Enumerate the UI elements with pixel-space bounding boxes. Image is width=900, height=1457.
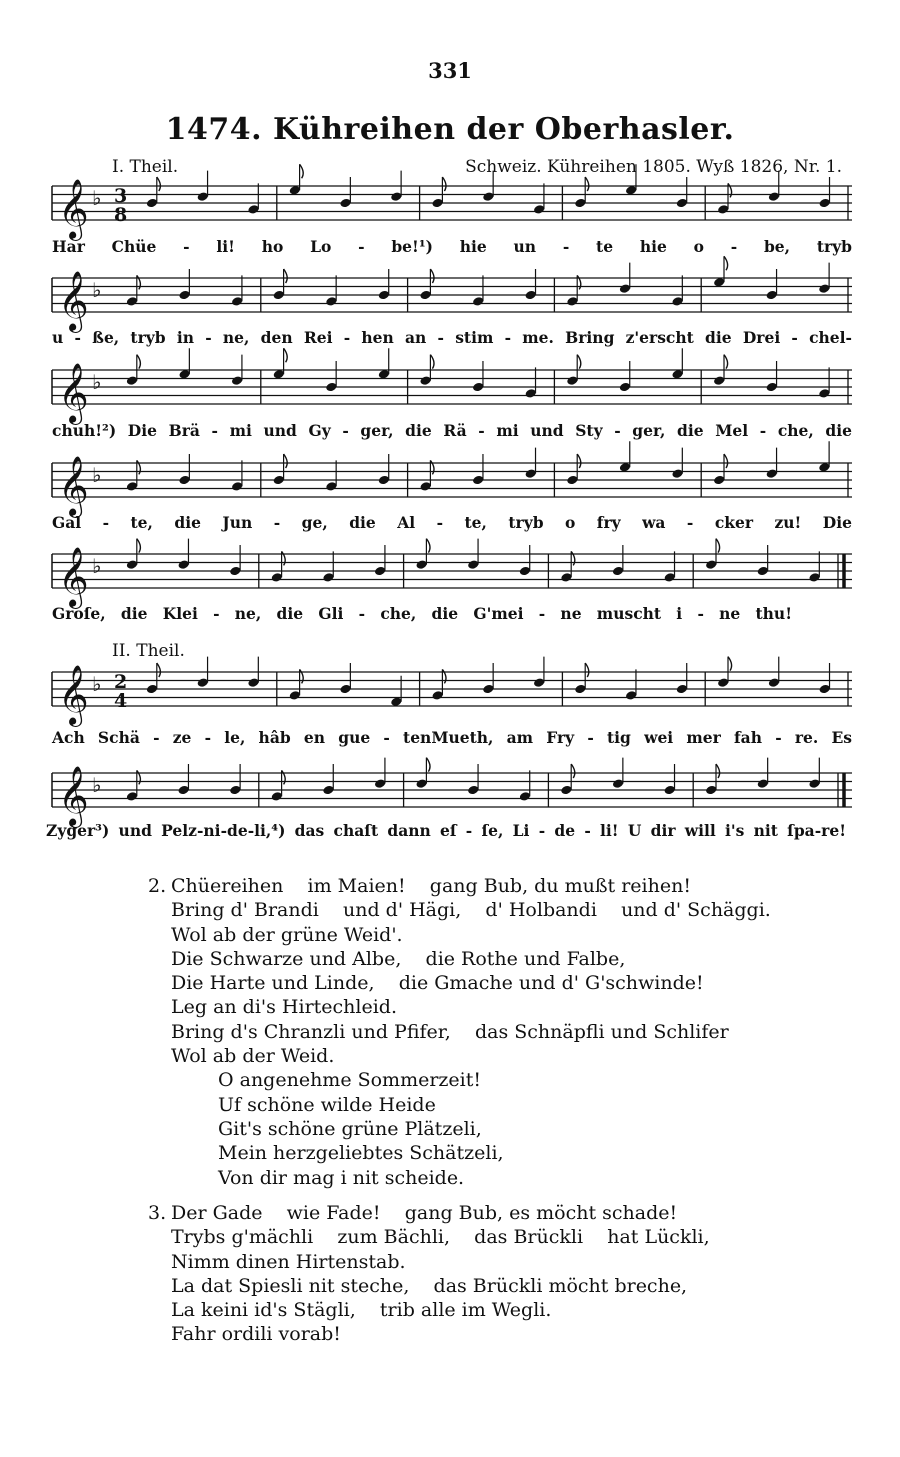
verse-line: La dat Spiesli nit steche, das Brückli möcht breche, — [171, 1274, 688, 1297]
staff-system-7 — [46, 766, 852, 840]
flat-sign: ♭ — [92, 370, 102, 394]
staff-system-3 — [52, 363, 852, 440]
flat-sign: ♭ — [92, 278, 102, 302]
verse-line: Bring d's Chranzli und Pfifer, das Schnäpfli und Schlifer — [171, 1020, 729, 1043]
lyric-line-3: chuh!²) Die Brä - mi und Gy - ger, die Rä - mi und Sty - ger, die Mel - che, die — [52, 421, 852, 440]
refrain-line: Von dir mag i nit scheide. — [218, 1166, 465, 1189]
staff-system-5 — [52, 547, 852, 623]
verse-line: 2. Chüereihen im Maien! gang Bub, du mußt reihen! — [148, 875, 691, 897]
part-one-label: I. Theil. — [112, 157, 179, 177]
verse-line: La keini id's Stägli, trib alle im Wegli. — [171, 1299, 552, 1322]
verse-line: 3. Der Gade wie Fade! gang Bub, es möcht schade! — [148, 1202, 678, 1224]
music-staff — [52, 364, 852, 424]
music-staff — [52, 548, 852, 608]
lyric-line-5: Groſe, die Klei - ne, die Gli - che, die G'mei - ne muscht i - ne thu! — [52, 604, 792, 623]
verse-number: 2. — [148, 875, 167, 897]
verse-line: Wol ab der Weid. — [171, 1045, 335, 1068]
verse-line: Die Schwarze und Albe, die Rothe und Falbe, — [171, 947, 626, 970]
time-signature: 8 — [114, 204, 128, 226]
verse-line: Leg an di's Hirtechleid. — [171, 996, 398, 1019]
verse-3 — [148, 1201, 710, 1347]
time-signature: 4 — [114, 690, 128, 712]
refrain-line: Git's schöne grüne Plätzeli, — [218, 1117, 482, 1140]
flat-sign: ♭ — [92, 554, 102, 578]
verse-line: Wol ab der grüne Weid'. — [171, 923, 403, 946]
verse-line: Fahr ordili vorab! — [171, 1323, 341, 1346]
verse-line: Bring d' Brandi und d' Hägi, d' Holbandi und d' Schäggi. — [171, 899, 771, 922]
treble-clef: 𝄞 — [58, 456, 89, 516]
flat-sign: ♭ — [92, 773, 102, 797]
refrain-line: Mein herzgeliebtes Schätzeli, — [218, 1142, 504, 1165]
song-title: 1474. Kühreihen der Oberhasler. — [165, 112, 735, 147]
lyric-line-1: Har Chüe - li! ho Lo - be!¹) hie un - te hie o - be, tryb — [52, 237, 852, 256]
refrain-line: O angenehme Sommerzeit! — [218, 1069, 482, 1092]
source-citation: Schweiz. Kühreihen 1805. Wyß 1826, Nr. 1. — [465, 157, 842, 177]
verse-number: 3. — [148, 1202, 167, 1224]
staff-system-2 — [52, 271, 852, 347]
music-staff — [52, 457, 852, 517]
music-staff — [52, 180, 852, 240]
music-staff — [52, 666, 852, 726]
staff-system-1 — [52, 179, 852, 256]
treble-clef: 𝄞 — [58, 665, 89, 725]
flat-sign: ♭ — [92, 463, 102, 487]
lyric-line-4: Gal - te, die Jun - ge, die Al - te, tryb o fry wa - cker zu! Die — [52, 513, 852, 532]
treble-clef: 𝄞 — [58, 363, 89, 423]
verse-line: Nimm dinen Hirtenstab. — [171, 1250, 406, 1273]
treble-clef: 𝄞 — [58, 547, 89, 607]
staff-system-4 — [52, 456, 852, 532]
treble-clef: 𝄞 — [58, 179, 89, 239]
flat-sign: ♭ — [92, 186, 102, 210]
music-staff — [52, 272, 852, 332]
lyric-line-7: Zyger³) und Pelz-ni-de-li,⁴) das chaſt dann eſ - ſe, Li - de - li! U dir will i's nit ſpa-re! — [46, 821, 846, 840]
flat-sign: ♭ — [92, 672, 102, 696]
part-two-label: II. Theil. — [112, 641, 185, 661]
lyric-line-2: u - ße, tryb in - ne, den Rei - hen an - stim - me. Bring z'erscht die Drei - chel- — [52, 328, 852, 347]
treble-clef: 𝄞 — [58, 766, 89, 826]
lyric-line-6: Ach Schä - ze - le, hâb en gue - tenMueth, am Fry - tig wei mer fah - re. Es — [52, 728, 852, 747]
music-staff — [52, 767, 852, 827]
verse-line: Trybs g'mächli zum Bächli, das Brückli hat Lückli, — [171, 1226, 710, 1249]
time-signature: 2 — [114, 671, 128, 693]
staff-system-6 — [52, 665, 852, 747]
page-number: 331 — [428, 58, 472, 83]
verse-line: Die Harte und Linde, die Gmache und d' G'schwinde! — [171, 972, 704, 995]
refrain-line: Uf schöne wilde Heide — [218, 1093, 436, 1116]
treble-clef: 𝄞 — [58, 271, 89, 331]
verse-2 — [148, 874, 771, 1190]
time-signature: 3 — [114, 185, 128, 207]
